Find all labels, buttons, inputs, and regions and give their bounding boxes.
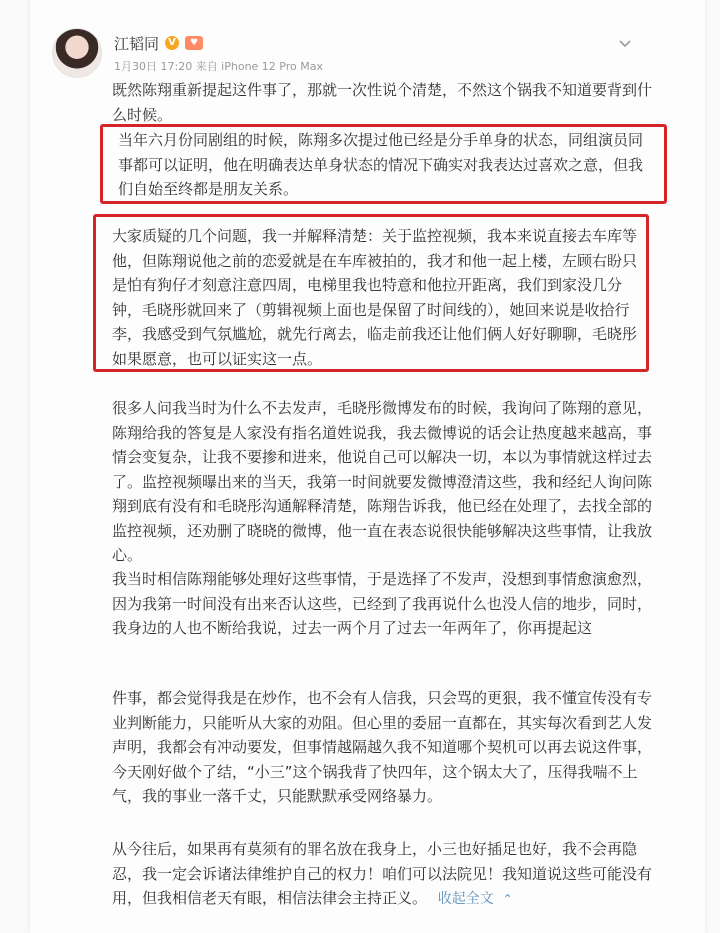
author-row xyxy=(114,32,203,54)
chevron-down-icon[interactable] xyxy=(616,34,634,52)
author-name[interactable]: 江韬同 xyxy=(114,34,160,53)
post-header xyxy=(52,24,692,84)
vip-icon: V xyxy=(165,36,179,50)
fan-badge-icon: ♥ xyxy=(185,36,203,50)
chevron-up-icon[interactable]: ⌃ xyxy=(502,892,513,906)
avatar[interactable] xyxy=(52,28,102,78)
post-meta: 1月30日 17:20 来自 iPhone 12 Pro Max xyxy=(114,60,323,73)
paragraph-closing xyxy=(112,837,652,912)
closing-text: 从今往后，如果再有莫须有的罪名放在我身上，小三也好插足也好，我不会再隐忍，我一定会诉诸法律维护自己的权力！咱们可以法院见！我知道说这些可能没有用，但我相信老天有眼，相信法律会主持正义。 xyxy=(112,840,653,907)
paragraph-highlight-1: 当年六月份同剧组的时候，陈翔多次提过他已经是分手单身的状态，同组演员同事都可以证明，他在明确表达单身状态的情况下确实对我表达过喜欢之意，但我们自始至终都是朋友关系。 xyxy=(118,131,644,198)
paragraph-highlight-2: 大家质疑的几个问题，我一并解释清楚：关于监控视频，我本来说直接去车库等他，但陈翔说他之前的恋爱就是在车库被拍的，我才和他一起上楼，左顾右盼只是怕有狗仔才刻意注意四周，电梯里我也特意和他拉开距离，我们到家没几分钟，毛晓彤就回来了（剪辑视频上面也是保留了时间线的），她回来说是收拾行李，我感受到气氛尴尬，就先行离去，临走前我还让他们俩人好好聊聊，毛晓彤如果愿意，也可以证实这一点。 xyxy=(112,227,638,368)
paragraph-why-silent: 很多人问我当时为什么不去发声，毛晓彤微博发布的时候，我询问了陈翔的意见，陈翔给我的答复是人家没有指名道姓说我，我去微博说的话会让热度越来越高，事情会变复杂，让我不要掺和进来，他说自己可以解决一切，本以为事情就这样过去了。监控视频曝出来的当天，我第一时间就要发微博澄清这些，我和经纪人询问陈翔到底有没有和毛晓彤沟通解释清楚，陈翔告诉我，他已经在处理了，去找全部的监控视频，还劝删了晓晓的微博，他一直在表态说很快能够解决这些事情，让我放心。 xyxy=(112,399,653,564)
paragraph-intro: 既然陈翔重新提起这件事了，那就一次性说个清楚，不然这个锅我不知道要背到什么时候。 xyxy=(112,81,653,124)
paragraph-believed: 我当时相信陈翔能够处理好这些事情，于是选择了不发声，没想到事情愈演愈烈，因为我第一时间没有出来否认这些，已经到了我再说什么也没人信的地步，同时，我身边的人也不断给我说，过去一两个月了过去一年两年了，你再提起这 xyxy=(112,570,653,637)
collapse-link[interactable]: 收起全文 xyxy=(437,891,494,907)
paragraph-consequence: 件事，都会觉得我是在炒作，也不会有人信我，只会骂的更狠，我不懂宣传没有专业判断能力，只能听从大家的劝阻。但心里的委屈一直都在，其实每次看到艺人发声明，我都会有冲动要发，但事情越隔越久我不知道哪个契机可以再去说这件事，今天刚好做个了结，“小三”这个锅我背了快四年，这个锅太大了，压得我喘不上气，我的事业一落千丈，只能默默承受网络暴力。 xyxy=(112,689,653,805)
